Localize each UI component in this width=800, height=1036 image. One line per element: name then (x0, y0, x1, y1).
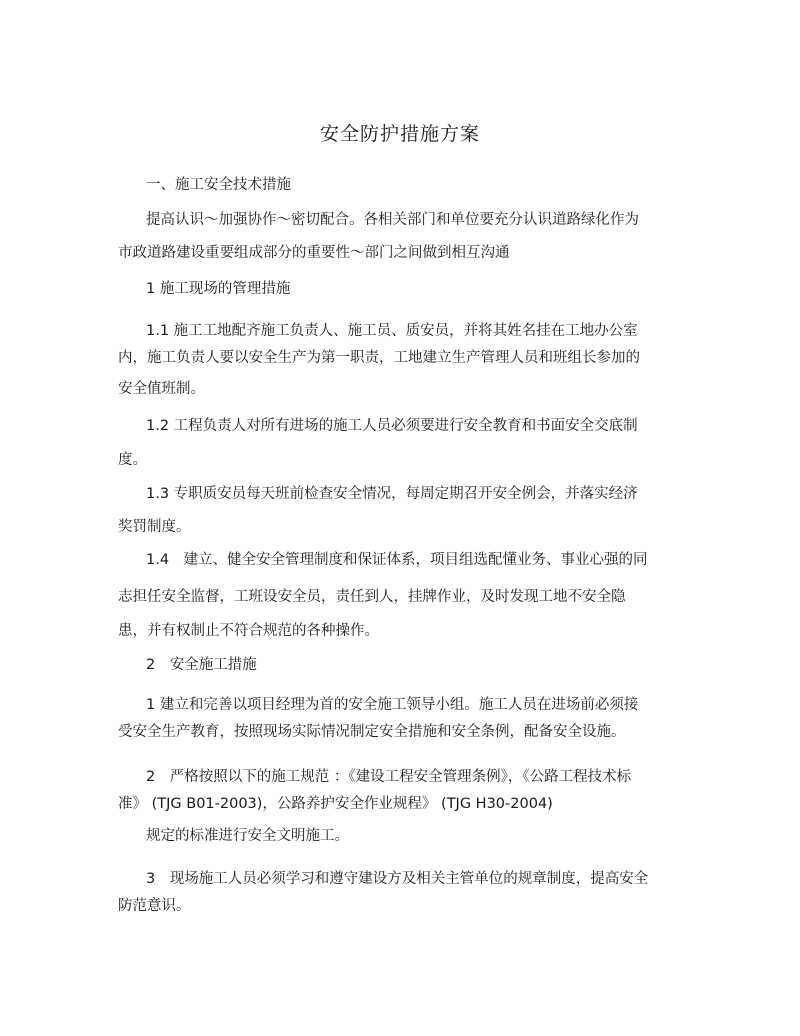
paragraph-line: 提高认识～加强协作～密切配合。各相关部门和单位要充分认识道路绿化作为 (146, 212, 639, 228)
paragraph-line: 安全值班制。 (118, 381, 205, 397)
subsection-heading: 2 安全施工措施 (146, 657, 257, 673)
paragraph-line: 1.3 专职质安员每天班前检查安全情况，每周定期召开安全例会，并落实经济 (146, 486, 638, 502)
paragraph-line: 规定的标准进行安全文明施工。 (146, 828, 349, 844)
paragraph-line: 1.1 施工工地配齐施工负责人、施工员、质安员，并将其姓名挂在工地办公室 (146, 323, 638, 339)
paragraph-line: 患，并有权制止不符合规范的各种操作。 (118, 623, 379, 639)
paragraph-line: 1.2 工程负责人对所有进场的施工人员必须要进行安全教育和书面安全交底制 (146, 418, 638, 434)
paragraph-line: 3 现场施工人员必须学习和遵守建设方及相关主管单位的规章制度，提高安全 (146, 871, 649, 887)
paragraph-line: 准》 (TJG B01-2003)，公路养护安全作业规程》 (TJG H30-2004) (118, 796, 553, 812)
paragraph-line: 度。 (118, 452, 147, 468)
subsection-heading: 1 施工现场的管理措施 (146, 281, 291, 297)
paragraph-line: 1.4 建立、健全安全管理制度和保证体系，项目组选配懂业务、事业心强的同 (146, 552, 648, 568)
paragraph-line: 2 严格按照以下的施工规范 ：《建设工程安全管理条例》，《公路工程技术标 (146, 769, 632, 785)
paragraph-line: 1 建立和完善以项目经理为首的安全施工领导小组。施工人员在进场前必须接 (146, 697, 639, 713)
document-title: 安全防护措施方案 (319, 123, 480, 145)
paragraph-line: 志担任安全监督，工班设安全员，责任到人，挂牌作业，及时发现工地不安全隐 (118, 589, 626, 605)
paragraph-line: 奖罚制度。 (118, 519, 191, 535)
paragraph-line: 受安全生产教育，按照现场实际情况制定安全措施和安全条例，配备安全设施。 (118, 724, 626, 740)
paragraph-line: 防范意识。 (118, 898, 191, 914)
section-heading: 一、施工安全技术措施 (146, 177, 291, 193)
paragraph-line: 内，施工负责人要以安全生产为第一职责，工地建立生产管理人员和班组长参加的 (118, 350, 640, 366)
paragraph-line: 市政道路建设重要组成部分的重要性～部门之间做到相互沟通 (118, 245, 510, 261)
